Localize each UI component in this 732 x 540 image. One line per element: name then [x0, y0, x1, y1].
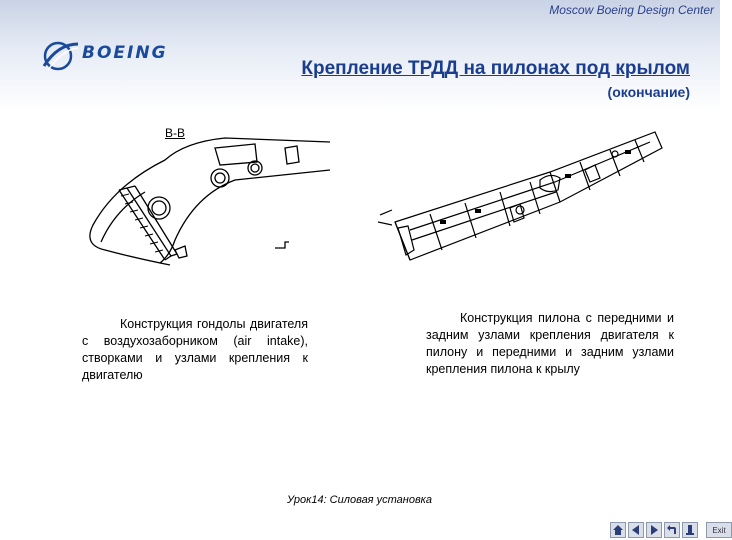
previous-button[interactable] — [628, 522, 644, 538]
home-button[interactable] — [610, 522, 626, 538]
next-button[interactable] — [646, 522, 662, 538]
nacelle-intake-drawing — [75, 130, 335, 285]
pylon-structure-drawing — [370, 110, 670, 285]
home-icon — [612, 524, 624, 536]
boeing-globe-icon — [40, 36, 80, 76]
pylon-drawing-icon — [370, 110, 670, 280]
center-name: Moscow Boeing Design Center — [549, 3, 714, 17]
nacelle-drawing-icon — [75, 130, 335, 280]
info-button[interactable] — [682, 522, 698, 538]
info-icon — [684, 524, 696, 536]
back-button[interactable] — [664, 522, 680, 538]
logo-text: BOEING — [82, 43, 168, 63]
lesson-label: Урок14: Силовая установка — [287, 494, 432, 506]
return-icon — [666, 524, 678, 536]
arrow-right-icon — [648, 524, 660, 536]
section-label: B-B — [165, 126, 186, 140]
caption-pylon: Конструкция пилона с передними и задним узлами крепления двигателя к пилону и передними и задним узлами крепления пилона к крылу — [426, 311, 674, 376]
page-subtitle: (окончание) — [607, 84, 690, 100]
arrow-left-icon — [630, 524, 642, 536]
caption-nacelle: Конструкция гондолы двигателя с воздухозаборником (air intake), створками и узлами крепления к двигателю — [82, 317, 308, 382]
boeing-logo — [40, 36, 200, 76]
exit-button[interactable]: Exit — [706, 522, 732, 538]
page-title: Крепление ТРДД на пилонах под крылом — [301, 58, 690, 79]
navigation-bar — [610, 522, 732, 538]
